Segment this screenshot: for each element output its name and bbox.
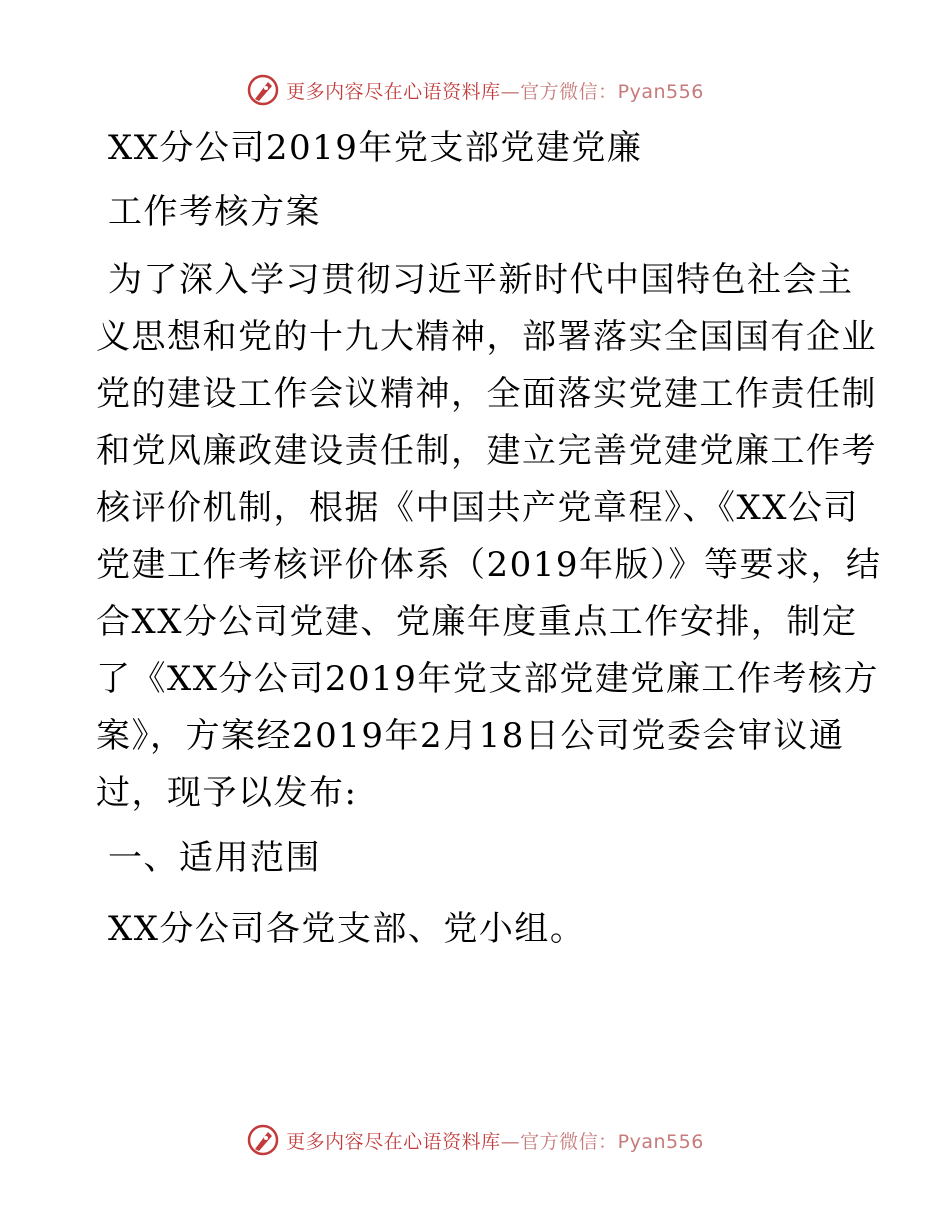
intro-paragraph xyxy=(96,252,882,822)
watermark-wechat-text: 官方微信：Pyan556 xyxy=(520,80,704,103)
document-body xyxy=(96,120,882,958)
watermark-main-text: 更多内容尽在心语资料库 xyxy=(286,80,501,103)
watermark-dash: — xyxy=(500,1130,521,1153)
watermark-dash: — xyxy=(500,80,521,103)
paragraph-line: 过，现予以发布: xyxy=(96,773,358,813)
header-watermark xyxy=(0,70,950,110)
paragraph-line: 合XX分公司党建、党廉年度重点工作安排，制定 xyxy=(96,602,858,642)
paragraph-line: 为了深入学习贯彻习近平新时代中国特色社会主 xyxy=(108,260,854,300)
footer-watermark xyxy=(0,1120,950,1160)
paragraph-line: 和党风廉政建设责任制，建立完善党建党廉工作考 xyxy=(96,431,877,471)
pen-nib-logo-icon xyxy=(246,1123,280,1157)
paragraph-line: 案》，方案经2019年2月18日公司党委会审议通 xyxy=(96,716,845,756)
section-heading: 一、适用范围 xyxy=(108,838,321,878)
paragraph-line: 党的建设工作会议精神，全面落实党建工作责任制 xyxy=(96,374,877,414)
pen-nib-logo-icon xyxy=(246,73,280,107)
watermark-main-text: 更多内容尽在心语资料库 xyxy=(286,1130,501,1153)
paragraph-line: 义思想和党的十九大精神，部署落实全国国有企业 xyxy=(96,317,877,357)
document-title: XX分公司2019年党支部党建党廉 xyxy=(108,128,643,168)
paragraph-line: 核评价机制，根据《中国共产党章程》、《XX公司 xyxy=(96,488,859,528)
paragraph-line: 党建工作考核评价体系（2019年版）》等要求，结 xyxy=(96,545,882,585)
watermark-wechat-text: 官方微信：Pyan556 xyxy=(520,1130,704,1153)
scope-text: XX分公司各党支部、党小组。 xyxy=(108,909,586,949)
document-subtitle: 工作考核方案 xyxy=(108,192,321,232)
paragraph-line: 了《XX分公司2019年党支部党建党廉工作考核方 xyxy=(96,659,879,699)
